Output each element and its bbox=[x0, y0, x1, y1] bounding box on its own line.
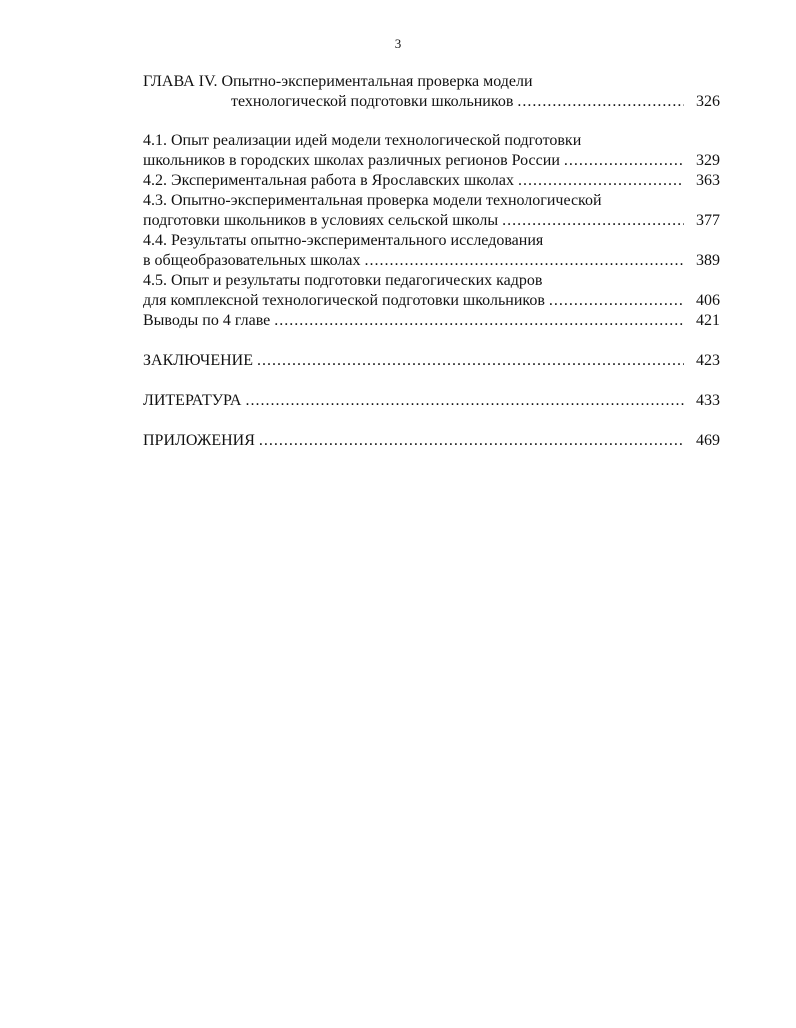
toc-line bbox=[143, 231, 720, 251]
toc-chapter-heading bbox=[143, 72, 720, 112]
page-ref: 389 bbox=[696, 252, 720, 269]
entry-title: подготовки школьников в условиях сельской школы bbox=[143, 212, 499, 229]
chapter-title-line-2: технологической подготовки школьников bbox=[231, 93, 514, 110]
dot-leader bbox=[517, 92, 684, 112]
page-number: 3 bbox=[394, 36, 402, 51]
entry-title: 4.3. Опытно-экспериментальная проверка модели технологической bbox=[143, 192, 602, 209]
toc-entry bbox=[143, 311, 720, 331]
page-ref: 433 bbox=[696, 392, 720, 409]
toc-line bbox=[143, 311, 720, 331]
entry-title: 4.5. Опыт и результаты подготовки педагогических кадров bbox=[143, 272, 543, 289]
entry-title: в общеобразовательных школах bbox=[143, 252, 361, 269]
entry-title: ЗАКЛЮЧЕНИЕ bbox=[143, 352, 253, 369]
toc-line bbox=[143, 271, 720, 291]
dot-leader bbox=[564, 151, 684, 171]
dot-leader bbox=[257, 351, 684, 371]
dot-leader bbox=[274, 311, 684, 331]
dot-leader bbox=[364, 251, 684, 271]
dot-leader bbox=[518, 171, 684, 191]
entry-title: Выводы по 4 главе bbox=[143, 312, 271, 329]
chapter-title-line-1: ГЛАВА IV. Опытно-экспериментальная проверка модели bbox=[143, 73, 533, 90]
dot-leader bbox=[245, 391, 684, 411]
page-ref: 406 bbox=[696, 292, 720, 309]
page-ref: 469 bbox=[696, 432, 720, 449]
dot-leader bbox=[549, 291, 684, 311]
table-of-contents bbox=[143, 72, 720, 451]
entry-title: 4.1. Опыт реализации идей модели технологической подготовки bbox=[143, 132, 582, 149]
toc-line bbox=[143, 92, 720, 112]
page-ref: 421 bbox=[696, 312, 720, 329]
entry-title: ПРИЛОЖЕНИЯ bbox=[143, 432, 255, 449]
toc-line bbox=[143, 72, 720, 92]
entry-title: ЛИТЕРАТУРА bbox=[143, 392, 242, 409]
entry-title: 4.4. Результаты опытно-экспериментального исследования bbox=[143, 232, 544, 249]
toc-entry-appendices bbox=[143, 431, 720, 451]
page-ref: 377 bbox=[696, 212, 720, 229]
toc-line bbox=[143, 131, 720, 151]
toc-line bbox=[143, 211, 720, 231]
dot-leader bbox=[259, 431, 684, 451]
entry-title: 4.2. Экспериментальная работа в Ярославских школах bbox=[143, 172, 514, 189]
toc-line bbox=[143, 191, 720, 211]
page-ref: 329 bbox=[696, 152, 720, 169]
toc-entry-literature bbox=[143, 391, 720, 411]
page-ref: 423 bbox=[696, 352, 720, 369]
entry-title: школьников в городских школах различных регионов России bbox=[143, 152, 560, 169]
toc-line bbox=[143, 171, 720, 191]
toc-entry bbox=[143, 171, 720, 191]
toc-line bbox=[143, 151, 720, 171]
entry-title: для комплексной технологической подготовки школьников bbox=[143, 292, 545, 309]
toc-entry bbox=[143, 231, 720, 271]
dot-leader bbox=[502, 211, 684, 231]
toc-entry bbox=[143, 191, 720, 231]
toc-line bbox=[143, 291, 720, 311]
toc-line bbox=[143, 251, 720, 271]
toc-entry bbox=[143, 271, 720, 311]
page-ref: 326 bbox=[696, 93, 720, 110]
toc-entry bbox=[143, 131, 720, 171]
toc-entry-conclusion bbox=[143, 351, 720, 371]
page-ref: 363 bbox=[696, 172, 720, 189]
